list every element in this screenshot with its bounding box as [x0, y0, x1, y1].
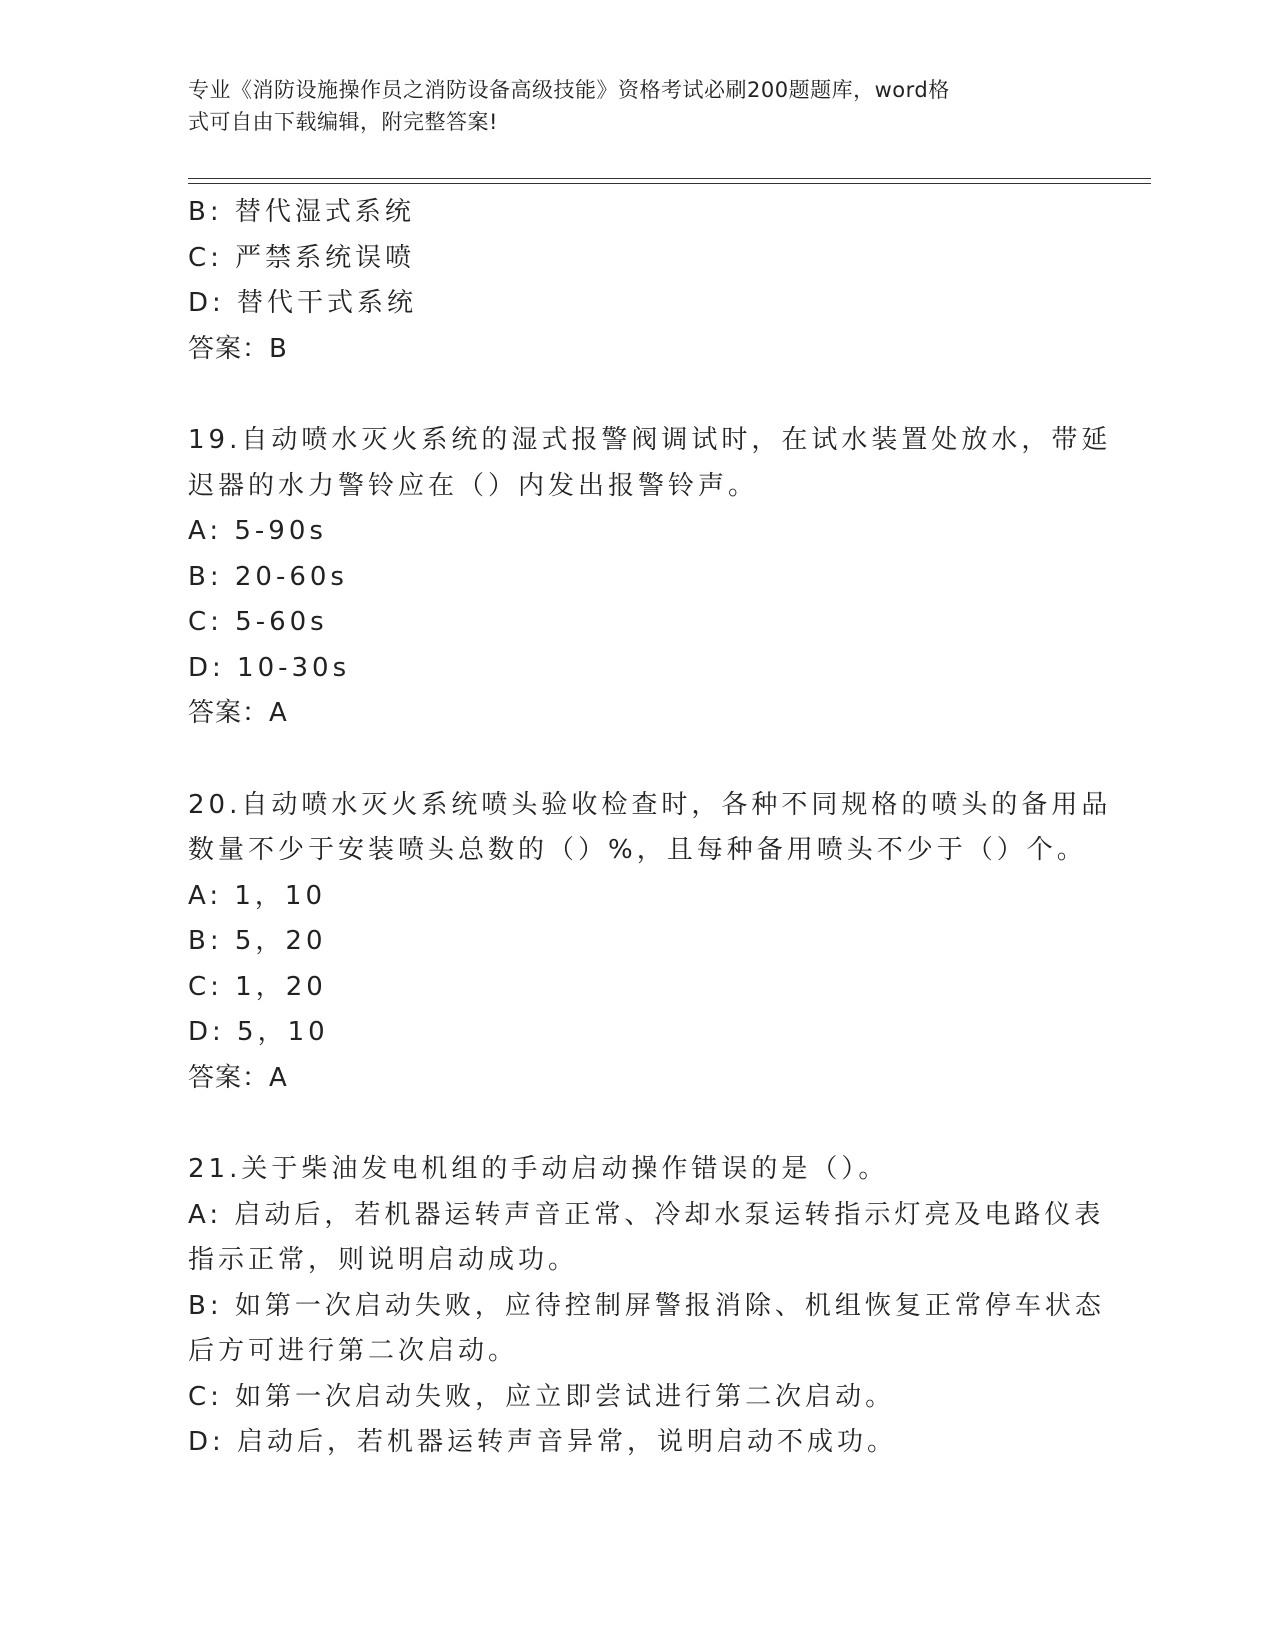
- option-d: D: 5，10: [188, 1017, 329, 1047]
- option-c: C: 5-60s: [188, 607, 328, 637]
- option-c: C: 如第一次启动失败，应立即尝试进行第二次启动。: [188, 1381, 896, 1412]
- header-divider-bottom: [188, 183, 1151, 184]
- option-c: C: 1，20: [188, 971, 327, 1002]
- header-divider-top: [188, 178, 1151, 179]
- question-19: [188, 418, 1112, 737]
- option-b: B: 20-60s: [188, 561, 348, 592]
- page-header: [188, 74, 1068, 138]
- option-d: D: 启动后，若机器运转声音异常，说明启动不成功。: [188, 1427, 898, 1457]
- spacer: [188, 372, 1088, 418]
- question-20: [188, 783, 1112, 1102]
- option-c: C: 严禁系统误喷: [188, 242, 416, 273]
- option-a: A: 5-90s: [188, 516, 327, 546]
- question-stem: 数量不少于安装喷头总数的（）%，且每种备用喷头不少于（）个。: [188, 835, 1087, 865]
- spacer: [188, 1101, 1088, 1147]
- header-line-2: 式可自由下载编辑，附完整答案!: [188, 110, 498, 134]
- question-stem: 迟器的水力警铃应在（）内发出报警铃声。: [188, 470, 759, 501]
- option-b-continued: 后方可进行第二次启动。: [188, 1336, 519, 1366]
- option-b: B: 如第一次启动失败，应待控制屏警报消除、机组恢复正常停车状态: [188, 1290, 1105, 1321]
- question-stem: 19.自动喷水灭火系统的湿式报警阀调试时，在试水装置处放水，带延: [188, 425, 1112, 455]
- option-d: D: 10-30s: [188, 652, 351, 683]
- option-d: D: 替代干式系统: [188, 288, 418, 318]
- answer: 答案：A: [188, 698, 288, 728]
- option-b: B: 5，20: [188, 926, 327, 956]
- answer: 答案：A: [188, 1062, 288, 1093]
- question-21: [188, 1147, 1105, 1466]
- question-stem: 21.关于柴油发电机组的手动启动操作错误的是（）。: [188, 1154, 889, 1184]
- answer: 答案：B: [188, 333, 288, 364]
- question-body: [188, 190, 1112, 1466]
- question-stem: 20.自动喷水灭火系统喷头验收检查时，各种不同规格的喷头的备用品: [188, 789, 1112, 820]
- spacer: [188, 737, 1088, 783]
- header-line-1: 专业《消防设施操作员之消防设备高级技能》资格考试必刷200题题库，word格: [188, 78, 950, 102]
- option-a: A: 1，10: [188, 880, 326, 911]
- previous-question-tail: [188, 190, 1088, 372]
- option-a: A: 启动后，若机器运转声音正常、冷却水泵运转指示灯亮及电路仪表: [188, 1199, 1105, 1230]
- option-b: B: 替代湿式系统: [188, 197, 415, 227]
- option-a-continued: 指示正常，则说明启动成功。: [188, 1245, 579, 1275]
